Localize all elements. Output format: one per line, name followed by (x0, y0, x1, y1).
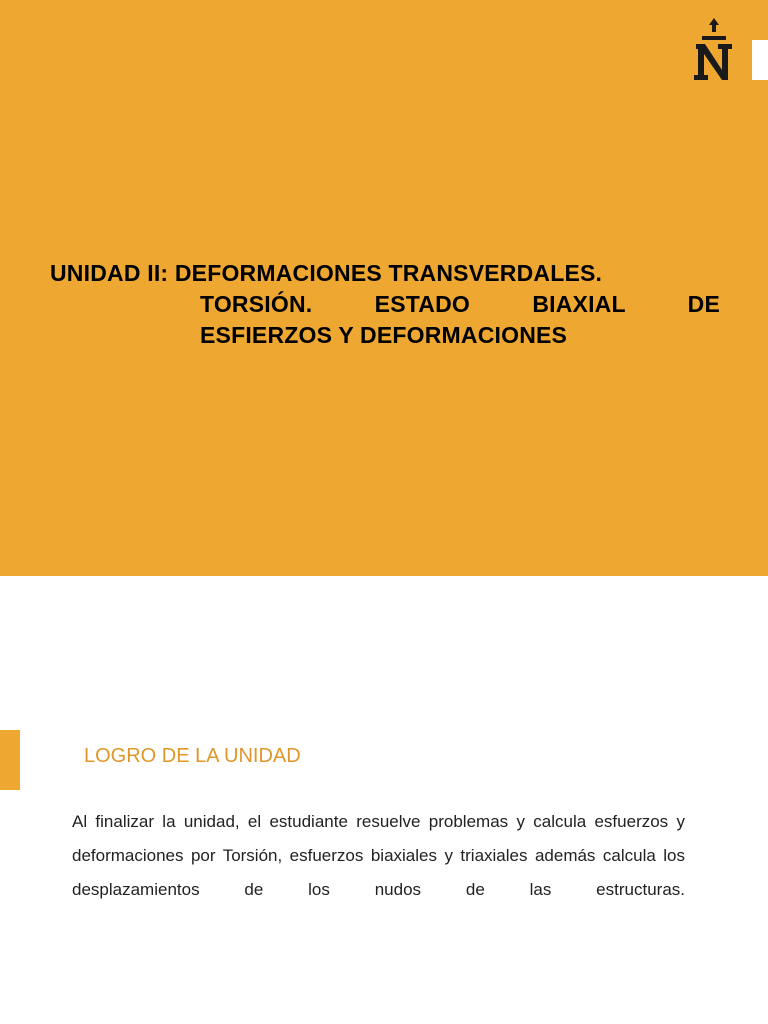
unit-title-line-3: ESFIERZOS Y DEFORMACIONES (200, 322, 568, 348)
unit-title (50, 258, 720, 351)
unit-title-line-2: TORSIÓN. ESTADO BIAXIAL DE (200, 291, 720, 317)
logo-side-bar (752, 40, 768, 80)
unit-title-line-1: UNIDAD II: DEFORMACIONES TRANSVERDALES. (50, 260, 603, 286)
section-title: LOGRO DE LA UNIDAD (84, 745, 301, 767)
section-body: Al finalizar la unidad, el estudiante resuelve problemas y calcula esfuerzos y deformaciones por Torsión, esfuerzos biaxiales y triaxiales además calcula los desplazamientos de los nudos de las estructuras. (72, 812, 685, 899)
section-accent-bar (0, 730, 20, 790)
n-logo-icon (692, 18, 736, 84)
